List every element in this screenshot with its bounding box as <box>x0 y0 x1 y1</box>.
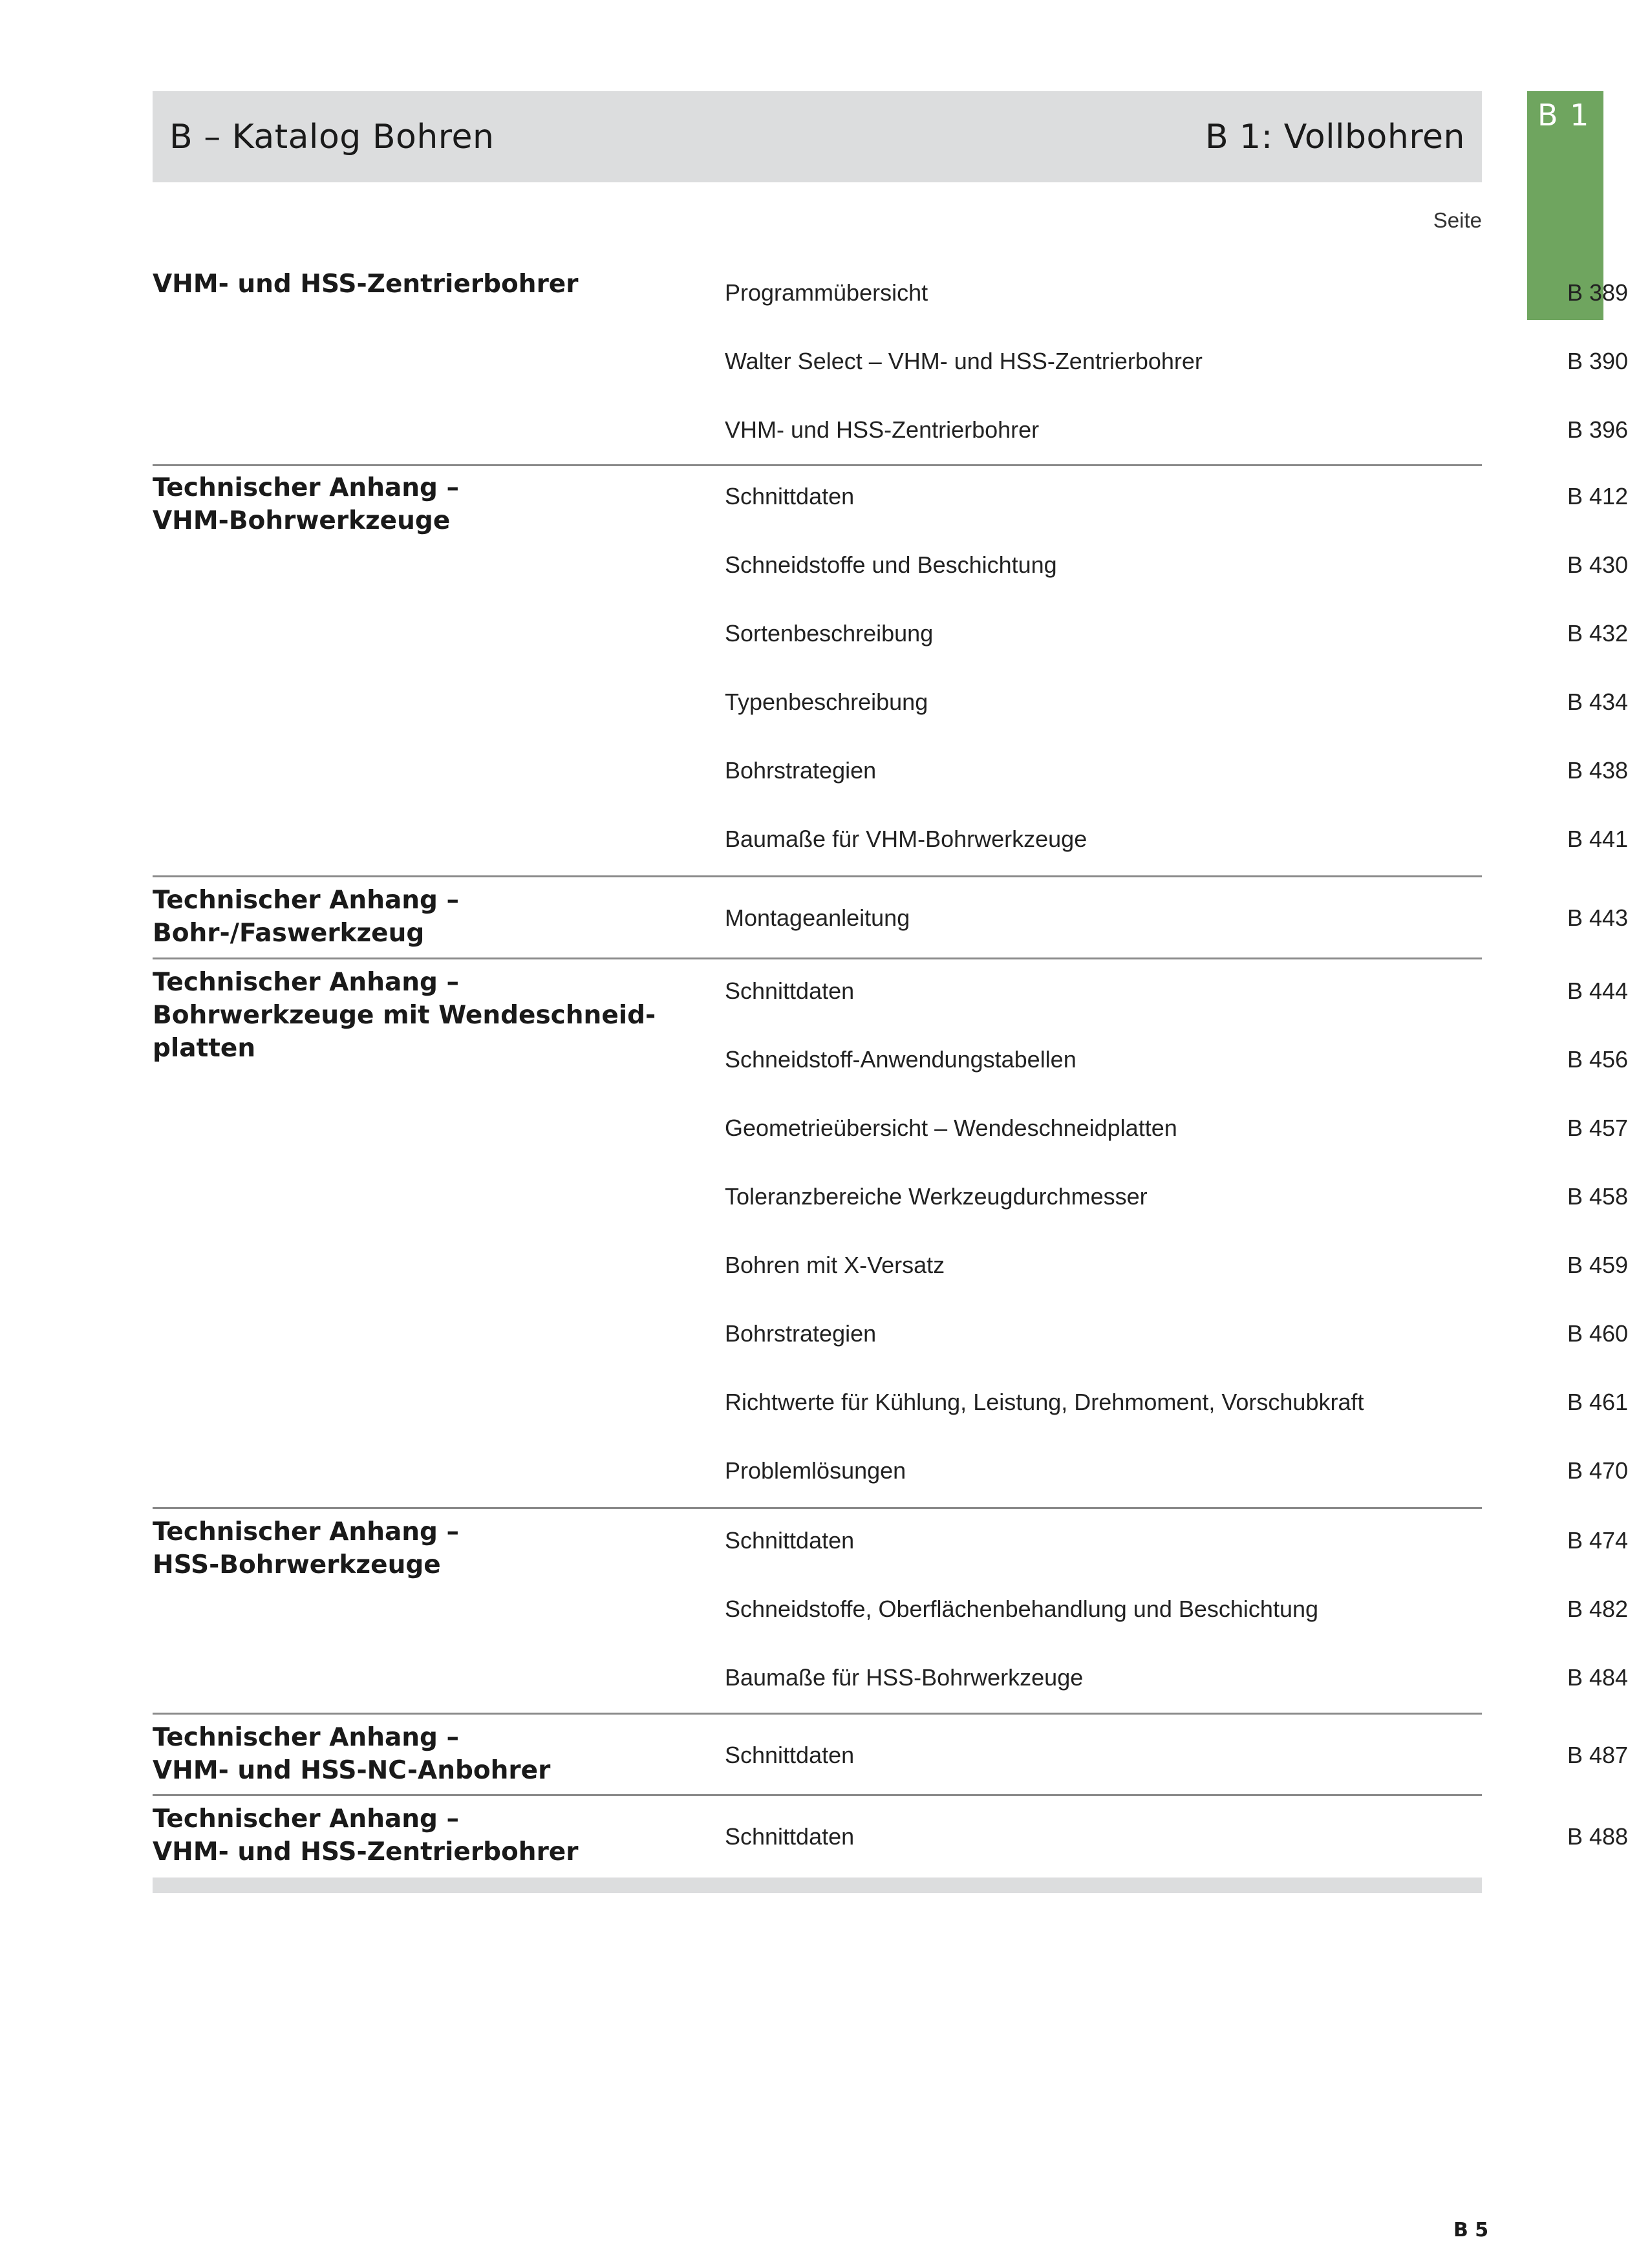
entry-page: B 434 <box>1567 689 1628 715</box>
entry-label: Baumaße für VHM-Bohrwerkzeuge <box>725 826 1087 852</box>
entry-page: B 487 <box>1567 1742 1628 1768</box>
toc-section <box>153 1507 1628 1713</box>
toc-section <box>153 875 1628 957</box>
entry-label: Schneidstoffe, Oberflächenbehandlung und Beschichtung <box>725 1596 1319 1622</box>
toc-entry[interactable] <box>725 279 1628 318</box>
toc-entry[interactable] <box>725 1389 1628 1428</box>
section-title: Technischer Anhang – VHM- und HSS-Zentrierbohrer <box>153 1804 579 1867</box>
toc-entry[interactable] <box>725 1527 1628 1566</box>
entry-label: Schneidstoff-Anwendungstabellen <box>725 1046 1076 1073</box>
toc-section <box>153 957 1628 1507</box>
entry-page: B 461 <box>1567 1389 1628 1415</box>
entry-label: Richtwerte für Kühlung, Leistung, Drehmoment, Vorschubkraft <box>725 1389 1364 1415</box>
section-title: Technischer Anhang – VHM- und HSS-NC-Anbohrer <box>153 1723 551 1785</box>
entry-label: Programmübersicht <box>725 279 928 306</box>
entry-label: Baumaße für HSS-Bohrwerkzeuge <box>725 1664 1084 1691</box>
section-title: Technischer Anhang – VHM-Bohrwerkzeuge <box>153 473 460 535</box>
toc-entry[interactable] <box>725 620 1628 659</box>
entry-page: B 443 <box>1567 904 1628 931</box>
toc-entry[interactable] <box>725 1596 1628 1634</box>
toc-entry[interactable] <box>725 978 1628 1016</box>
entry-page: B 456 <box>1567 1046 1628 1073</box>
entry-label: Schnittdaten <box>725 483 855 509</box>
entry-label: Walter Select – VHM- und HSS-Zentrierbohrer <box>725 348 1203 374</box>
entry-label: Bohren mit X-Versatz <box>725 1252 945 1278</box>
toc-section <box>153 1794 1628 1876</box>
toc-entry[interactable] <box>725 1457 1628 1496</box>
entry-page: B 438 <box>1567 757 1628 784</box>
section-title: Technischer Anhang – Bohr-/Faswerkzeug <box>153 886 460 948</box>
toc-entry[interactable] <box>725 1252 1628 1290</box>
entry-label: Problemlösungen <box>725 1457 906 1484</box>
toc-section <box>153 252 1628 464</box>
entry-label: Bohrstrategien <box>725 1320 877 1347</box>
toc-end-bar <box>153 1878 1482 1893</box>
section-title: VHM- und HSS-Zentrierbohrer <box>153 270 579 299</box>
entry-label: Schnittdaten <box>725 1527 855 1554</box>
toc-entry[interactable] <box>725 1183 1628 1222</box>
entry-label: Bohrstrategien <box>725 757 877 784</box>
toc-entry[interactable] <box>725 551 1628 590</box>
entry-page: B 474 <box>1567 1527 1628 1554</box>
entry-label: Montageanleitung <box>725 904 910 931</box>
entry-page: B 396 <box>1567 416 1628 443</box>
entry-page: B 458 <box>1567 1183 1628 1210</box>
toc-entry[interactable] <box>725 757 1628 796</box>
toc-entry[interactable] <box>725 1742 1628 1781</box>
toc-entry[interactable] <box>725 483 1628 522</box>
toc-section <box>153 464 1628 875</box>
entry-page: B 470 <box>1567 1457 1628 1484</box>
catalog-title: B – Katalog Bohren <box>169 117 495 156</box>
entry-page: B 432 <box>1567 620 1628 647</box>
chapter-title: B 1: Vollbohren <box>1205 117 1465 156</box>
toc-entry[interactable] <box>725 826 1628 864</box>
toc-section <box>153 1713 1628 1794</box>
entry-label: Toleranzbereiche Werkzeugdurchmesser <box>725 1183 1148 1210</box>
page-number: B 5 <box>1453 2219 1489 2241</box>
entry-page: B 389 <box>1567 279 1628 306</box>
entry-label: Schnittdaten <box>725 1742 855 1768</box>
toc-entry[interactable] <box>725 1115 1628 1153</box>
toc-entry[interactable] <box>725 904 1628 943</box>
toc-entry[interactable] <box>725 1664 1628 1703</box>
table-of-contents <box>153 252 1628 1876</box>
entry-page: B 459 <box>1567 1252 1628 1278</box>
section-title: Technischer Anhang – Bohrwerkzeuge mit Wendeschneid- platten <box>153 968 656 1063</box>
catalog-header <box>153 91 1482 182</box>
entry-page: B 488 <box>1567 1823 1628 1850</box>
entry-page: B 484 <box>1567 1664 1628 1691</box>
section-title: Technischer Anhang – HSS-Bohrwerkzeuge <box>153 1517 460 1579</box>
entry-page: B 460 <box>1567 1320 1628 1347</box>
chapter-tab-label: B 1 <box>1537 98 1591 133</box>
entry-label: Schnittdaten <box>725 978 855 1004</box>
entry-label: Schnittdaten <box>725 1823 855 1850</box>
entry-page: B 390 <box>1567 348 1628 374</box>
entry-label: VHM- und HSS-Zentrierbohrer <box>725 416 1040 443</box>
entry-page: B 412 <box>1567 483 1628 509</box>
toc-entry[interactable] <box>725 1320 1628 1359</box>
entry-page: B 441 <box>1567 826 1628 852</box>
entry-page: B 482 <box>1567 1596 1628 1622</box>
toc-entry[interactable] <box>725 416 1628 455</box>
toc-entry[interactable] <box>725 348 1628 387</box>
page-column-header: Seite <box>1433 208 1482 232</box>
entry-label: Sortenbeschreibung <box>725 620 934 647</box>
entry-page: B 430 <box>1567 551 1628 578</box>
toc-entry[interactable] <box>725 1046 1628 1085</box>
entry-label: Typenbeschreibung <box>725 689 928 715</box>
entry-page: B 457 <box>1567 1115 1628 1141</box>
entry-page: B 444 <box>1567 978 1628 1004</box>
toc-entry[interactable] <box>725 689 1628 727</box>
toc-entry[interactable] <box>725 1823 1628 1862</box>
entry-label: Schneidstoffe und Beschichtung <box>725 551 1057 578</box>
entry-label: Geometrieübersicht – Wendeschneidplatten <box>725 1115 1177 1141</box>
